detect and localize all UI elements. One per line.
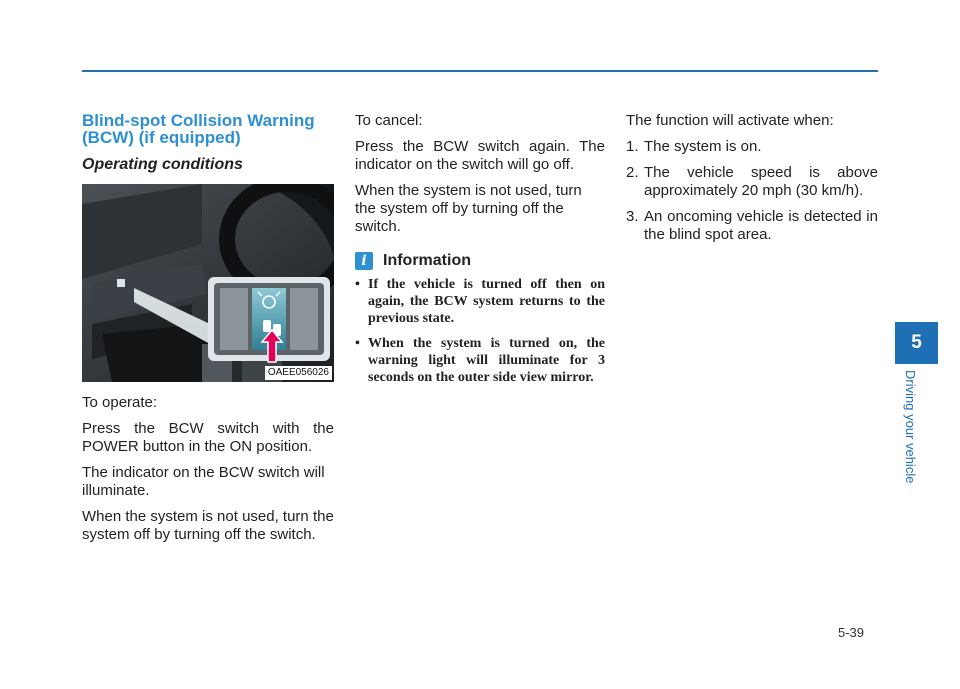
- list-item: [626, 138, 878, 156]
- operate-paragraph-2: The indicator on the BCW switch will illuminate.: [82, 464, 325, 499]
- list-item: [626, 164, 878, 200]
- operate-paragraph-3: When the system is not used, turn the system off by turning off the switch.: [82, 508, 334, 543]
- middle-column: [355, 112, 605, 394]
- page-number: 5-39: [838, 625, 865, 640]
- chapter-label-text: Driving your vehicle: [903, 370, 918, 484]
- header-rule: [82, 70, 878, 72]
- dashboard-illustration: [82, 184, 334, 382]
- item-text: The system is on.: [644, 138, 762, 155]
- cancel-paragraph-1: Press the BCW switch again. The indicator on the switch will go off.: [355, 138, 605, 173]
- information-item: • If the vehicle is turned off then on again, the BCW system returns to the previous state.: [355, 276, 605, 327]
- info-icon: i: [355, 252, 373, 270]
- cancel-paragraph-2: When the system is not used, turn the system off by turning off the switch.: [355, 182, 582, 235]
- item-number: 2.: [626, 164, 639, 181]
- information-item: • When the system is turned on, the warning light will illuminate for 3 seconds on the outer side view mirror.: [355, 335, 605, 386]
- chapter-side-label: [903, 370, 917, 500]
- section-subtitle: Operating conditions: [82, 156, 243, 173]
- chapter-tab: 5: [895, 322, 938, 364]
- operate-paragraph-1: Press the BCW switch with the POWER button in the ON position.: [82, 420, 334, 455]
- list-item: [626, 208, 878, 244]
- item-text: The vehicle speed is above approximately 20 mph (30 km/h).: [644, 164, 878, 199]
- left-column: [82, 112, 334, 552]
- right-column: [626, 112, 878, 252]
- activate-heading: The function will activate when:: [626, 112, 834, 129]
- item-number: 1.: [626, 138, 639, 155]
- activate-list: [626, 138, 878, 244]
- section-title: Blind-spot Collision Warning (BCW) (if equipped): [82, 111, 315, 147]
- information-list: [355, 276, 605, 386]
- bcw-switch-photo: [82, 184, 334, 382]
- item-number: 3.: [626, 208, 639, 225]
- information-header: [355, 252, 605, 270]
- item-text: An oncoming vehicle is detected in the blind spot area.: [644, 208, 878, 243]
- figure-code: OAEE056026: [265, 366, 332, 380]
- information-title: Information: [383, 252, 471, 269]
- operate-heading: To operate:: [82, 394, 158, 411]
- cancel-heading: To cancel:: [355, 112, 423, 129]
